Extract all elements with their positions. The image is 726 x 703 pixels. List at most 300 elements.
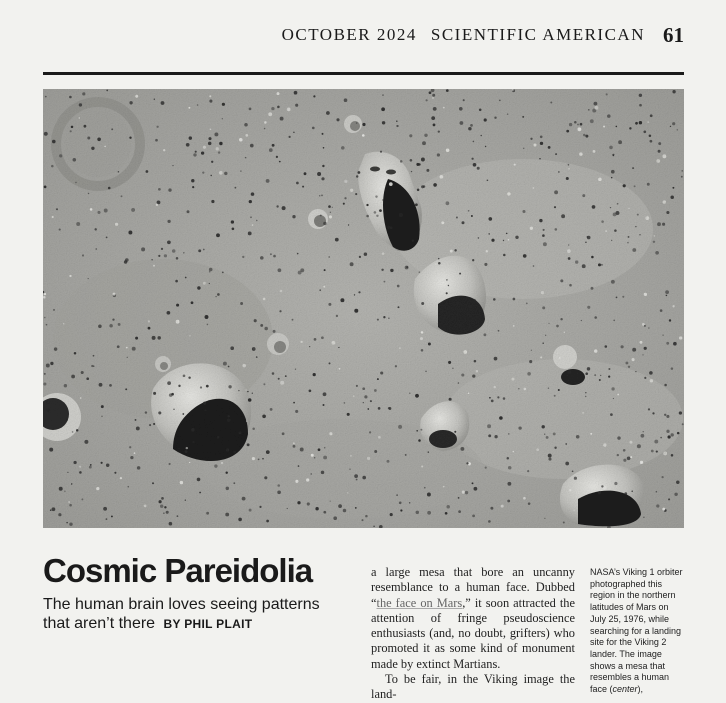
surface-speckle	[630, 441, 633, 444]
surface-speckle	[582, 264, 586, 268]
surface-speckle	[617, 436, 620, 439]
surface-speckle	[600, 375, 601, 376]
surface-speckle	[556, 325, 559, 328]
face-on-mars-link[interactable]: the face on Mars	[376, 595, 463, 610]
surface-speckle	[67, 472, 68, 473]
surface-speckle	[644, 293, 647, 296]
surface-speckle	[185, 499, 186, 500]
surface-speckle	[611, 387, 614, 390]
surface-speckle	[117, 345, 120, 348]
surface-speckle	[211, 200, 214, 203]
surface-speckle	[397, 285, 400, 288]
surface-speckle	[135, 337, 138, 340]
surface-speckle	[433, 107, 437, 111]
surface-speckle	[225, 471, 227, 473]
surface-speckle	[412, 240, 414, 242]
surface-speckle	[374, 211, 377, 214]
surface-speckle	[270, 253, 272, 255]
surface-speckle	[631, 491, 632, 492]
surface-speckle	[118, 171, 120, 173]
surface-speckle	[647, 183, 650, 186]
surface-speckle	[269, 148, 273, 152]
surface-speckle	[632, 358, 635, 361]
surface-speckle	[81, 371, 84, 374]
surface-speckle	[471, 158, 473, 160]
surface-speckle	[300, 448, 304, 452]
surface-speckle	[591, 287, 594, 290]
surface-speckle	[627, 456, 631, 460]
surface-speckle	[446, 201, 450, 205]
surface-speckle	[497, 396, 499, 398]
surface-speckle	[657, 222, 661, 226]
surface-speckle	[563, 522, 565, 524]
surface-speckle	[329, 362, 331, 364]
surface-speckle	[601, 485, 603, 487]
surface-speckle	[629, 127, 631, 129]
surface-speckle	[462, 221, 465, 224]
surface-speckle	[418, 439, 421, 442]
surface-speckle	[329, 215, 332, 218]
surface-speckle	[114, 472, 116, 474]
surface-speckle	[396, 120, 398, 122]
surface-speckle	[449, 398, 451, 400]
surface-speckle	[650, 379, 653, 382]
surface-speckle	[389, 182, 393, 186]
surface-speckle	[572, 470, 574, 472]
surface-speckle	[666, 415, 669, 418]
surface-speckle	[462, 491, 465, 494]
surface-speckle	[191, 428, 195, 432]
surface-speckle	[74, 352, 77, 355]
surface-speckle	[332, 207, 333, 208]
surface-speckle	[52, 216, 54, 218]
surface-speckle	[309, 389, 312, 392]
surface-speckle	[202, 171, 204, 173]
surface-speckle	[76, 429, 78, 431]
surface-speckle	[242, 364, 245, 367]
surface-speckle	[676, 480, 679, 483]
surface-speckle	[76, 222, 80, 226]
surface-speckle	[191, 179, 194, 182]
surface-speckle	[421, 158, 425, 162]
surface-speckle	[354, 309, 358, 313]
surface-speckle	[323, 222, 326, 225]
surface-speckle	[561, 214, 565, 218]
surface-speckle	[420, 337, 423, 340]
surface-speckle	[56, 208, 58, 210]
surface-speckle	[635, 122, 638, 125]
surface-speckle	[285, 375, 287, 377]
surface-speckle	[216, 233, 220, 237]
surface-speckle	[70, 130, 72, 132]
surface-speckle	[362, 123, 365, 126]
surface-speckle	[329, 432, 332, 435]
surface-speckle	[307, 502, 310, 505]
surface-speckle	[574, 121, 577, 124]
surface-speckle	[113, 293, 116, 296]
surface-speckle	[421, 465, 423, 467]
surface-speckle	[666, 211, 669, 214]
surface-speckle	[52, 140, 56, 144]
surface-speckle	[233, 451, 236, 454]
surface-speckle	[323, 147, 325, 149]
surface-speckle	[323, 392, 327, 396]
surface-speckle	[124, 260, 127, 263]
surface-speckle	[568, 244, 569, 245]
surface-speckle	[81, 498, 83, 500]
surface-speckle	[115, 223, 118, 226]
surface-speckle	[409, 392, 410, 393]
surface-speckle	[396, 125, 398, 127]
surface-speckle	[93, 355, 95, 357]
surface-speckle	[264, 128, 266, 130]
surface-speckle	[126, 347, 128, 349]
surface-speckle	[585, 396, 587, 398]
surface-speckle	[302, 186, 304, 188]
surface-speckle	[94, 228, 96, 230]
surface-speckle	[46, 324, 48, 326]
surface-speckle	[266, 520, 269, 523]
surface-speckle	[195, 151, 197, 153]
surface-speckle	[458, 510, 461, 513]
page-header	[43, 20, 684, 50]
header-rule	[43, 72, 684, 75]
surface-speckle	[632, 248, 636, 252]
surface-speckle	[485, 146, 486, 147]
surface-speckle	[472, 515, 475, 518]
surface-speckle	[585, 135, 588, 138]
surface-speckle	[539, 158, 540, 159]
surface-speckle	[69, 275, 71, 277]
surface-speckle	[514, 164, 516, 166]
surface-speckle	[554, 446, 556, 448]
surface-speckle	[548, 454, 552, 458]
surface-speckle	[296, 182, 299, 185]
surface-speckle	[623, 459, 626, 462]
surface-speckle	[210, 175, 211, 176]
surface-speckle	[399, 213, 403, 217]
caption-tail: ),	[637, 684, 644, 695]
surface-speckle	[292, 319, 294, 321]
surface-speckle	[594, 106, 598, 110]
surface-speckle	[474, 360, 477, 363]
surface-speckle	[198, 249, 201, 252]
surface-speckle	[647, 121, 649, 123]
surface-speckle	[553, 432, 556, 435]
surface-speckle	[662, 223, 665, 226]
surface-speckle	[477, 167, 480, 170]
surface-speckle	[129, 101, 132, 104]
surface-speckle	[175, 280, 178, 283]
surface-speckle	[328, 205, 331, 208]
surface-speckle	[239, 431, 242, 434]
surface-speckle	[542, 306, 545, 309]
surface-speckle	[441, 221, 444, 224]
surface-speckle	[628, 366, 630, 368]
surface-speckle	[648, 408, 650, 410]
surface-speckle	[507, 482, 511, 486]
surface-speckle	[132, 347, 136, 351]
surface-speckle	[311, 473, 312, 474]
surface-speckle	[169, 463, 171, 465]
surface-speckle	[324, 269, 326, 271]
surface-speckle	[99, 383, 103, 387]
surface-speckle	[425, 371, 427, 373]
surface-speckle	[598, 178, 602, 182]
surface-speckle	[489, 397, 491, 399]
surface-speckle	[362, 134, 365, 137]
surface-speckle	[490, 507, 493, 510]
surface-speckle	[101, 462, 103, 464]
surface-speckle	[605, 230, 607, 232]
surface-speckle	[388, 318, 389, 319]
surface-speckle	[344, 402, 346, 404]
surface-speckle	[280, 381, 284, 385]
surface-speckle	[204, 409, 206, 411]
surface-speckle	[468, 392, 470, 394]
surface-speckle	[43, 382, 46, 385]
surface-speckle	[362, 476, 366, 480]
surface-speckle	[43, 296, 46, 299]
surface-speckle	[606, 93, 608, 95]
surface-speckle	[437, 153, 440, 156]
surface-speckle	[472, 482, 474, 484]
surface-speckle	[543, 242, 547, 246]
surface-speckle	[433, 183, 437, 187]
surface-speckle	[679, 336, 682, 339]
surface-speckle	[176, 257, 179, 260]
surface-speckle	[616, 297, 618, 299]
surface-speckle	[103, 507, 107, 511]
surface-speckle	[73, 461, 76, 464]
surface-speckle	[158, 188, 161, 191]
surface-speckle	[208, 142, 212, 146]
surface-speckle	[272, 144, 275, 147]
surface-speckle	[491, 239, 494, 242]
surface-speckle	[513, 298, 516, 301]
surface-speckle	[670, 126, 671, 127]
surface-speckle	[298, 465, 300, 467]
surface-speckle	[583, 134, 586, 137]
surface-speckle	[673, 342, 677, 346]
surface-speckle	[488, 233, 490, 235]
surface-speckle	[343, 203, 345, 205]
surface-speckle	[230, 346, 234, 350]
surface-speckle	[135, 419, 137, 421]
surface-speckle	[531, 350, 532, 351]
surface-speckle	[288, 136, 290, 138]
surface-speckle	[607, 114, 611, 118]
surface-speckle	[141, 247, 145, 251]
surface-speckle	[643, 431, 644, 432]
surface-speckle	[594, 349, 597, 352]
surface-speckle	[216, 147, 219, 150]
surface-speckle	[206, 385, 209, 388]
surface-speckle	[473, 163, 477, 167]
surface-speckle	[131, 208, 135, 212]
surface-speckle	[494, 386, 496, 388]
surface-speckle	[152, 336, 156, 340]
surface-speckle	[598, 263, 601, 266]
surface-speckle	[377, 378, 379, 380]
surface-speckle	[49, 448, 53, 452]
surface-speckle	[387, 226, 390, 229]
surface-speckle	[364, 252, 367, 255]
surface-speckle	[499, 99, 501, 101]
surface-speckle	[197, 286, 200, 289]
surface-speckle	[344, 180, 347, 183]
surface-speckle	[50, 509, 52, 511]
surface-speckle	[154, 99, 155, 100]
mars-surface-image	[43, 89, 684, 528]
surface-speckle	[101, 405, 104, 408]
surface-speckle	[518, 388, 519, 389]
surface-speckle	[293, 445, 296, 448]
surface-speckle	[523, 148, 524, 149]
surface-speckle	[662, 154, 666, 158]
surface-speckle	[262, 414, 266, 418]
surface-speckle	[634, 185, 636, 187]
surface-speckle	[320, 214, 322, 216]
surface-speckle	[224, 172, 227, 175]
surface-speckle	[417, 189, 420, 192]
surface-speckle	[273, 330, 276, 333]
surface-speckle	[601, 220, 604, 223]
magazine-name: SCIENTIFIC AMERICAN	[430, 25, 645, 44]
surface-speckle	[601, 264, 603, 266]
surface-speckle	[379, 209, 382, 212]
surface-speckle	[252, 224, 254, 226]
surface-speckle	[594, 102, 598, 106]
surface-speckle	[248, 398, 252, 402]
surface-speckle	[44, 317, 45, 318]
surface-speckle	[398, 425, 402, 429]
surface-speckle	[540, 356, 542, 358]
surface-speckle	[366, 204, 368, 206]
surface-speckle	[382, 94, 383, 95]
surface-speckle	[370, 400, 372, 402]
surface-speckle	[449, 443, 453, 447]
caption-text: NASA’s Viking 1 orbiter photographed this region in the northern latitudes of Mars on July 25, 1976, while searching for a landing site for the Viking 2 lander. The image shows a mesa that resembles a human face (	[590, 567, 683, 695]
surface-speckle	[624, 492, 627, 495]
surface-speckle	[672, 122, 675, 125]
surface-speckle	[614, 482, 617, 485]
surface-speckle	[411, 171, 412, 172]
surface-speckle	[662, 508, 665, 511]
surface-speckle	[594, 374, 596, 376]
surface-speckle	[206, 512, 209, 515]
surface-speckle	[315, 507, 318, 510]
surface-speckle	[249, 509, 252, 512]
surface-speckle	[450, 250, 453, 253]
surface-speckle	[585, 392, 587, 394]
surface-speckle	[66, 522, 68, 524]
surface-speckle	[338, 504, 342, 508]
surface-speckle	[527, 470, 529, 472]
surface-speckle	[421, 302, 424, 305]
surface-speckle	[530, 227, 533, 230]
surface-speckle	[227, 415, 229, 417]
surface-speckle	[639, 234, 640, 235]
surface-speckle	[564, 332, 565, 333]
surface-speckle	[69, 96, 72, 99]
surface-speckle	[152, 482, 154, 484]
surface-speckle	[644, 377, 646, 379]
surface-speckle	[617, 394, 619, 396]
surface-speckle	[250, 216, 252, 218]
surface-speckle	[435, 264, 436, 265]
surface-speckle	[277, 484, 280, 487]
surface-speckle	[663, 451, 667, 455]
surface-speckle	[97, 137, 101, 141]
surface-speckle	[677, 432, 680, 435]
surface-speckle	[71, 126, 74, 129]
surface-speckle	[362, 387, 365, 390]
surface-speckle	[192, 441, 194, 443]
surface-speckle	[297, 253, 299, 255]
surface-speckle	[399, 501, 402, 504]
surface-speckle	[666, 342, 669, 345]
surface-speckle	[361, 519, 363, 521]
surface-speckle	[153, 392, 156, 395]
surface-speckle	[415, 203, 418, 206]
surface-speckle	[682, 170, 683, 171]
surface-speckle	[168, 188, 171, 191]
surface-speckle	[582, 194, 585, 197]
surface-speckle	[217, 293, 220, 296]
surface-speckle	[120, 477, 122, 479]
surface-speckle	[219, 142, 222, 145]
surface-speckle	[63, 323, 65, 325]
surface-speckle	[369, 431, 371, 433]
surface-speckle	[79, 103, 82, 106]
surface-speckle	[321, 336, 324, 339]
surface-speckle	[630, 456, 632, 458]
surface-speckle	[338, 347, 339, 348]
surface-speckle	[627, 242, 629, 244]
surface-speckle	[64, 491, 65, 492]
surface-speckle	[350, 262, 354, 266]
surface-speckle	[669, 319, 671, 321]
surface-speckle	[610, 207, 611, 208]
surface-speckle	[222, 271, 224, 273]
surface-speckle	[355, 507, 357, 509]
surface-speckle	[613, 320, 615, 322]
surface-speckle	[161, 497, 164, 500]
surface-speckle	[387, 460, 390, 463]
surface-speckle	[260, 256, 264, 260]
surface-speckle	[487, 180, 489, 182]
surface-speckle	[566, 130, 569, 133]
surface-speckle	[164, 254, 167, 257]
surface-speckle	[485, 466, 487, 468]
surface-speckle	[231, 220, 234, 223]
surface-speckle	[222, 118, 223, 119]
surface-speckle	[153, 423, 155, 425]
surface-speckle	[459, 273, 461, 275]
surface-speckle	[280, 117, 284, 121]
surface-speckle	[654, 440, 658, 444]
surface-speckle	[637, 444, 641, 448]
surface-speckle	[278, 268, 282, 272]
surface-speckle	[507, 113, 508, 114]
surface-speckle	[89, 466, 92, 469]
surface-speckle	[365, 515, 368, 518]
surface-speckle	[295, 104, 298, 107]
surface-speckle	[256, 220, 257, 221]
surface-speckle	[264, 327, 268, 331]
surface-speckle	[484, 263, 487, 266]
